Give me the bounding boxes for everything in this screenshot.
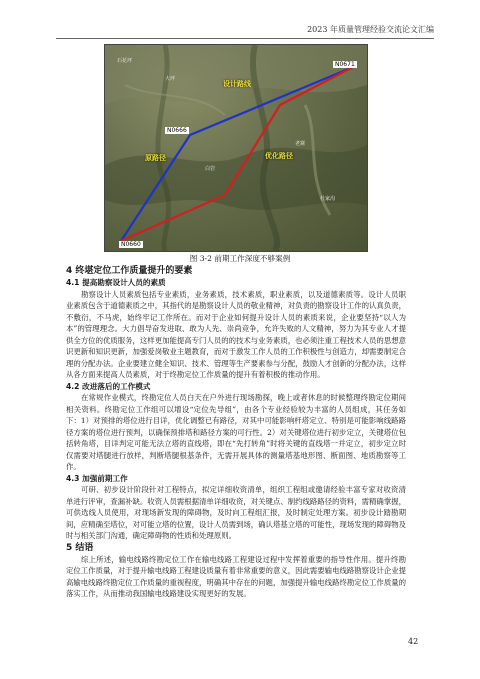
section-5-paragraph: 综上所述，输电线路终勘定位工作在输电线路工程建设过程中发挥着重要的指导性作用。提升终勘定位工作质量，对于提升输电线路工程建设质量有着非常重要的意义，因此需要输电线路勘察设计企业提高输电线路终勘定位工作质量的重视程度，明确其中存在的问题，加强提升输电线路终勘定位工作质量的落实工作，从而推动我国输电线路建设实现更好的发展。 <box>66 554 406 598</box>
page-number: 42 <box>408 637 419 646</box>
place-label: 大坪 <box>165 76 176 82</box>
section-4-1-title: 4.1 提高勘察设计人员的素质 <box>66 278 166 287</box>
satellite-map <box>105 45 367 251</box>
section-4-2-paragraph: 在常规作业模式，终勘定位人员白天在户外进行现场勘探，晚上或者休息的时候整理终勘定位期间相关资料。终勘定位工作组可以增设“定位先导组”，由各个专业经验较为丰富的人员组成，其任务如下：1）对预排的塔位进行目详，优化调整已有路径，对其中可能影响杆塔定立、特别是可能影响线路路径方案的塔位进行预判，以确保预排塔和路径方案的可行性。2）对关键塔位进行初步定立，关键塔位包括转角塔，目详判定可能无法立塔的直线塔，即在“先打转角”时将关键的直线塔一并定立，初步定立时仅需要对塔腿进行放样，判断塔腿根基条件，无需开展具体的测量塔基地形图、断面图、地质勘察等工作。 <box>66 393 406 471</box>
place-label: 老寨 <box>295 141 306 147</box>
section-4-title: 4 终堪定位工作质量提升的要素 <box>66 266 193 276</box>
route-label-left: 原路径 <box>145 154 166 162</box>
place-label: 石花坪 <box>117 58 133 64</box>
section-4-3-paragraph: 可研、初步设计阶段针对工程特点，拟定详细收资清单，组织工程组或邀请经验丰富专家对收资清单进行评审，查漏补缺。收资人员需根据清单详细收资，对关键点、制约线路路径的资料，需精确掌握，可供选线人员使用，对现场新发现的障碍物，及时向工程组汇报，及时制定处理方案。初步设计踏勘期间，应精确至塔位，对可能立塔的位置，设计人员需到场，确认塔基立塔的可能性，现场发现的障碍物及时与相关部门沟通，确定障碍物的性质和处理原则。 <box>66 485 406 540</box>
route-label-top: 设计路线 <box>223 80 251 88</box>
figure-caption: 图 3-2 前期工作深度不够案例 <box>189 254 291 263</box>
section-4-1-paragraph: 勘察设计人员素质包括专业素质，业务素质，技术素质，职业素质，以及道德素质等。设计人员职业素质包含于道德素质之中，其指代的是勘察设计人员的敬业精神，对负责的勘察设计工作的认真负责，不敷衍，不马虎，始终牢记工作所在。而对于企业如何提升设计人员的素质来说，企业要坚持“以人为本”的管理理念。大力倡导奋发进取、敢为人先、崇尚竞争，允许失败的人文精神，努力为其专业人才提供全方位的优质服务，这样更加能提高专门人员的的技术与业务素质，也必须注重工程技术人员的思想意识更新和知识更新，加强爱岗敬业主题教育，而对于激发工作人员的工作积极性与创造力，却需要制定合理的分配办法。企业要建立健全知识、技术、管理等生产要素参与分配，鼓励人才创新的分配办法，这样从各方面来提高人员素质，对于终勘定位工作质量的提升有着积极的推动作用。 <box>66 289 406 379</box>
section-4-2-title: 4.2 改进落后的工作模式 <box>66 381 151 391</box>
body-content <box>66 265 406 600</box>
route-label-right: 优化路径 <box>265 152 293 160</box>
place-label: 杜家沟 <box>320 196 336 202</box>
node-label-top-right: N0671 <box>335 61 355 68</box>
node-label-left: N0666 <box>167 127 187 134</box>
section-5-title: 5 结语 <box>66 542 94 553</box>
node-label-bottom-left: N0660 <box>121 241 141 248</box>
place-label: 白岩 <box>205 166 216 172</box>
section-4-3-title: 4.3 加强前期工作 <box>66 473 128 483</box>
map-figure <box>104 44 368 252</box>
running-header: 2023 年质量管理经验交流论文汇编 <box>56 24 434 39</box>
